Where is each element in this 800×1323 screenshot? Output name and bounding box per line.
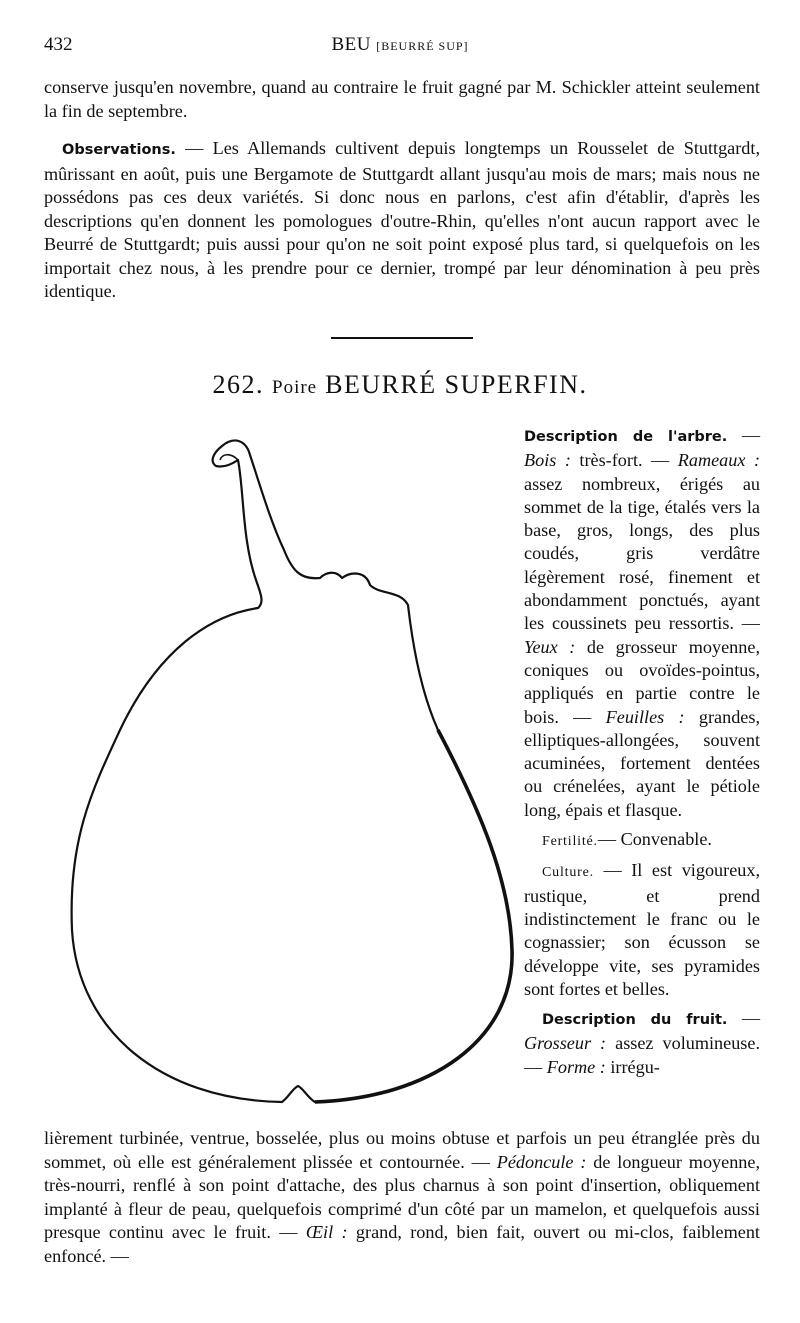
entry-kind: Poire: [272, 377, 318, 398]
feuilles-label: Feuilles :: [605, 706, 685, 727]
observations-paragraph: [44, 137, 760, 304]
culture-paragraph: [524, 859, 760, 1001]
running-head-main: BEU: [331, 34, 371, 55]
fertilite-paragraph: [524, 828, 760, 853]
pear-right-shading: [315, 730, 512, 1102]
tree-description-label: Description de l'arbre.: [524, 429, 728, 445]
tree-description: Description de l'arbre. — Bois : très-fort. — Rameaux : assez nombreux, érigés au sommet de la tige, étalés vers la base, gros, longs, des plus coudés, gris verdâtre légèrement rosé, finement et abondamment ponctués, ayant les coussinets peu ressortis. — Yeux : de grosseur moyenne, coniques ou ovoïdes-pointus, appliqués en partie contre le bois. — Feuilles : grandes, elliptiques-allongées, souvent acuminées, fortement dentées ou crénelées, ayant le pétiole long, épais et flasque.: [524, 425, 761, 820]
forme-label: Forme :: [546, 1056, 606, 1077]
pear-stalk-inner-line: [220, 455, 238, 460]
fertilite-label: Fertilité.: [542, 834, 598, 850]
pedoncule-text: de longueur moyenne, très-nourri, renflé à son point d'attache, des plus charnus à son point d'insertion, obliquement implanté à fleur de peau, quelquefois comprimé d'un côté par un mamelon, et quelquefois aussi presque continu avec le fruit. —: [44, 1151, 761, 1242]
section-divider: [331, 337, 473, 339]
culture-text: — Il est vigoureux, rustique, et prend indistinctement le franc ou le cognassier; son écusson se développe vite, ses pyramides sont fortes et belles.: [524, 860, 760, 999]
entry-number: 262.: [212, 370, 264, 399]
observations-text: — Les Allemands cultivent depuis longtemps un Rousselet de Stuttgardt, mûrissant en août, puis une Bergamote de Stuttgardt allant jusqu'au mois de mars; mais nous ne possédons pas ces deux variétés. Si donc nous en parlons, c'est afin d'établir, d'après les descriptions qu'en donnent les pomologues d'outre-Rhin, qu'elles n'ont aucun rapport avec le Beurré de Stuttgardt; puis aussi pour qu'on ne soit point exposé plus tard, si quelquefois on les importait chez nous, à les prendre pour ce dernier, trompé par leur dénomination à peu près identique.: [44, 138, 760, 301]
rameaux-text: assez nombreux, érigés au sommet de la tige, étalés vers la base, gros, longs, des plus coudés, gris verdâtre légèrement rosé, finement et abondamment ponctués, ayant les coussinets peu ressortis. —: [524, 473, 760, 634]
intro-paragraph: conserve jusqu'en novembre, quand au contraire le fruit gagné par M. Schickler atteint seulement la fin de septembre.: [44, 77, 760, 121]
grosseur-label: Grosseur :: [524, 1033, 607, 1054]
yeux-label: Yeux :: [524, 636, 576, 657]
fruit-description-label: Description du fruit.: [542, 1012, 728, 1029]
pedoncule-label: Pédoncule :: [496, 1151, 587, 1172]
oeil-text: grand, rond, bien fait, ouvert ou mi-clos, faiblement enfoncé. —: [44, 1222, 760, 1266]
entry-name: BEURRÉ SUPERFIN.: [325, 370, 588, 399]
observations-label: Observations.: [62, 142, 176, 158]
feuilles-text: grandes, elliptiques-allongées, souvent acuminées, fortement dentées ou crénelées, ayant le pétiole long, épais et flasque.: [524, 706, 760, 820]
fertilite-text: — Convenable.: [597, 829, 712, 850]
pear-outline: [72, 440, 513, 1102]
pear-illustration: [60, 430, 522, 1120]
culture-label: Culture.: [542, 865, 594, 881]
running-head-bracket: [BEURRÉ SUP]: [376, 39, 469, 53]
page-number: 432: [44, 34, 73, 55]
bois-text: très-fort. —: [570, 450, 670, 471]
rameaux-label: Rameaux :: [677, 450, 761, 471]
fruit-description-start: [524, 1007, 760, 1079]
forme-text-right: irrégu-: [605, 1056, 660, 1077]
grosseur-text: assez volumineuse. —: [524, 1033, 760, 1077]
right-column: [524, 424, 760, 1085]
page-header: [44, 34, 756, 62]
running-head: [44, 34, 756, 56]
bois-label: Bois :: [524, 450, 571, 471]
fruit-description-continued: [44, 1127, 760, 1268]
fruit-dash: —: [741, 1008, 760, 1029]
yeux-text: de grosseur moyenne, coniques ou ovoïdes-pointus, appliqués en partie contre le bois. —: [524, 636, 760, 727]
forme-text-bottom: lièrement turbinée, ventrue, bosselée, plus ou moins obtuse et parfois un peu étranglée près du sommet, où elle est généralement plissée et contournée. —: [44, 1128, 760, 1172]
oeil-label: Œil :: [305, 1222, 348, 1242]
entry-title: [0, 370, 800, 400]
